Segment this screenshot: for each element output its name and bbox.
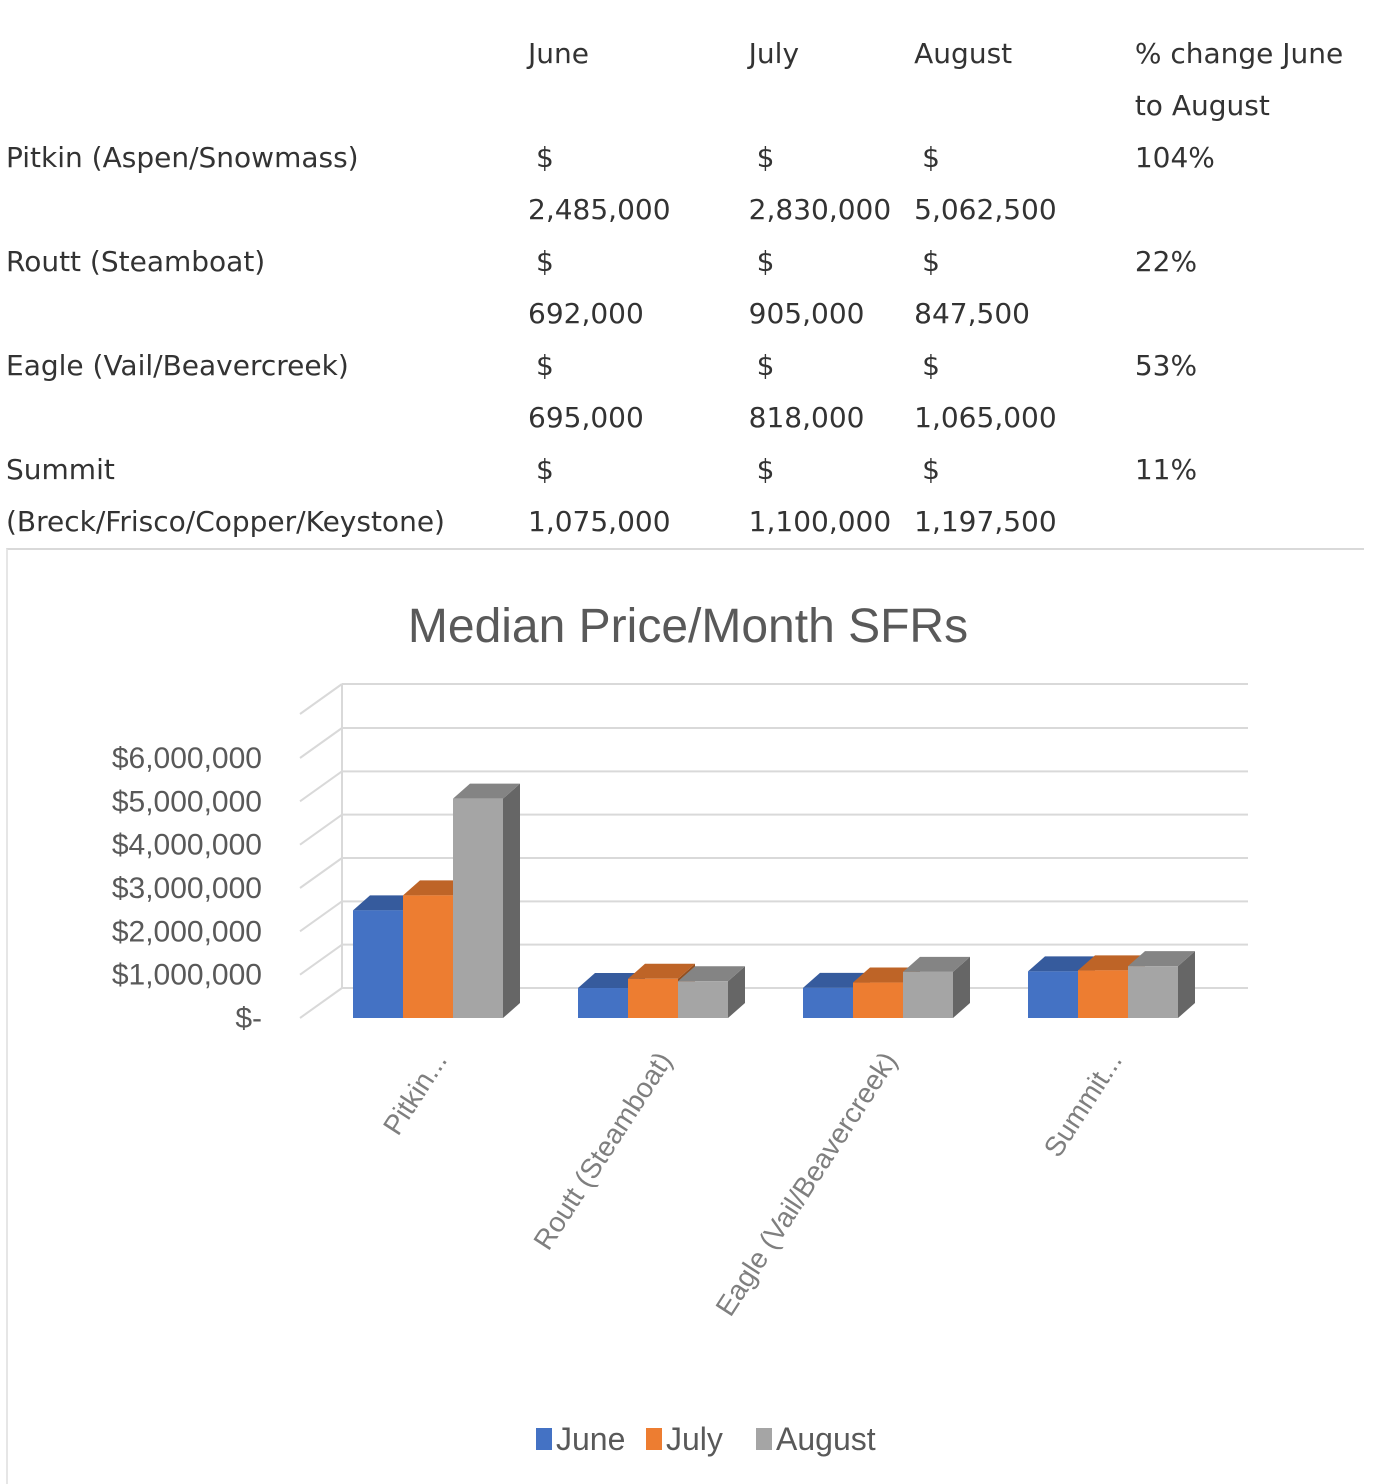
bar-side [503,784,520,1018]
chart-svg [8,550,1364,1484]
table-row [6,236,1380,340]
pct-change-cell: 22% [1134,245,1198,278]
y-tick-label: $5,000,000 [111,785,262,819]
july-cell: $ 905,000 [748,245,865,330]
chart-panel [6,548,1364,1484]
header-cell: July [748,37,800,70]
july-cell: $ 818,000 [748,349,865,434]
header-cell: June [528,37,589,70]
table-row [6,132,1380,236]
pct-change-cell: 53% [1134,349,1198,382]
bar-august [903,972,953,1018]
gridline-depth [300,901,342,931]
y-tick-label: $6,000,000 [111,742,262,775]
legend-swatch [756,1428,772,1450]
y-tick-label: $4,000,000 [111,828,262,862]
june-cell: $ 2,485,000 [528,141,671,226]
header-cell: % change June to August [1134,37,1344,122]
table-header-row [6,28,1380,132]
table-row [6,444,1380,548]
june-cell: $ 692,000 [528,245,644,330]
bar-june [1028,971,1078,1018]
bar-august [1128,966,1178,1018]
y-tick-label: $1,000,000 [111,958,262,992]
x-tick-label: Summit... [1037,1046,1129,1163]
y-tick-label: $3,000,000 [111,872,262,905]
gridline-depth [300,858,342,888]
gridline-depth [300,815,342,845]
june-cell: $ 1,075,000 [528,453,671,538]
july-cell: $ 1,100,000 [748,453,892,538]
bar-june [353,910,403,1018]
county-name: Pitkin (Aspen/Snowmass) [6,141,359,174]
bar-june [803,988,853,1018]
x-tick-label: Routt (Steamboat) [527,1046,679,1256]
august-cell: $ 847,500 [914,245,1030,330]
header-cell: August [914,37,1013,70]
legend-label: August [776,1421,876,1457]
july-cell: $ 2,830,000 [748,141,892,226]
y-tick-label: $- [235,1002,262,1035]
county-name: Summit (Breck/Frisco/Copper/Keystone) [6,453,445,538]
legend-label: July [666,1421,723,1457]
bar-july [403,895,453,1018]
august-cell: $ 1,197,500 [914,453,1057,538]
x-tick-label: Pitkin... [377,1046,454,1141]
table-row [6,340,1380,444]
legend-label: June [556,1421,626,1457]
gridline-depth [300,988,342,1018]
data-table [6,28,1380,548]
june-cell: $ 695,000 [528,349,644,434]
bar-july [628,979,678,1018]
county-name: Eagle (Vail/Beavercreek) [6,349,349,382]
august-cell: $ 1,065,000 [914,349,1057,434]
bar-august [678,981,728,1018]
gridline-depth [300,945,342,975]
chart-title: Median Price/Month SFRs [407,600,969,653]
bar-june [578,988,628,1018]
legend-swatch [646,1428,662,1450]
county-name: Routt (Steamboat) [6,245,266,278]
pct-change-cell: 11% [1134,453,1198,486]
legend-swatch [536,1428,552,1450]
august-cell: $ 5,062,500 [914,141,1057,226]
bar-august [453,799,503,1018]
header-cell [6,28,528,132]
gridline-depth [300,728,342,758]
gridline-depth [300,684,342,714]
gridline-depth [300,771,342,801]
x-tick-label: Eagle (Vail/Beavercreek) [709,1046,904,1322]
bar-july [853,983,903,1018]
bar-july [1078,970,1128,1018]
pct-change-cell: 104% [1134,141,1215,174]
y-tick-label: $2,000,000 [111,915,262,949]
